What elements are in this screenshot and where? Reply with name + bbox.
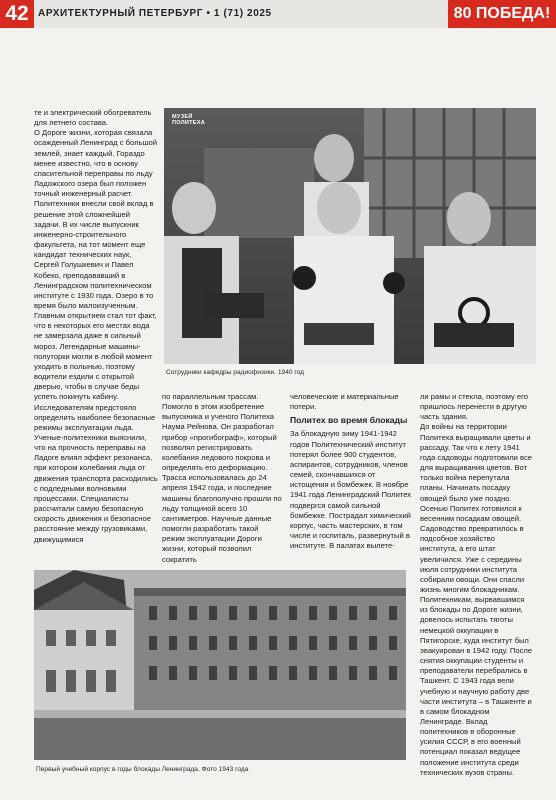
photo1-caption: Сотрудники кафедры радиофизики. 1940 год bbox=[166, 369, 304, 376]
article-column-2 bbox=[162, 392, 282, 565]
museum-logo-line1: МУЗЕЙ bbox=[172, 114, 193, 120]
photo-building-image bbox=[34, 570, 406, 760]
section-subheading: Политех во время блокады bbox=[290, 415, 408, 426]
section-badge: 80 ПОБЕДА! bbox=[448, 0, 556, 28]
page-number: 42 bbox=[0, 0, 34, 28]
paragraph: те и электрический обогреватель для летнего состава. bbox=[34, 108, 152, 128]
photo2-caption: Первый учебный корпус в годы блокады Ленинграда. Фото 1943 года bbox=[36, 766, 249, 773]
photo-first-building bbox=[34, 570, 406, 760]
paragraph: О Дороге жизни, которая связала осажденный Ленинград с большой землей, знает каждый. Гораздо менее известно, что в основу спасительной переправы по льду Ладожского озера был положен точный инженерный расчет. Политехники внесли свой вклад в решение этой сложнейшей задачи. В их числе выпускник инженерно-строительного факультета, на тот момент еще кандидат технических наук, Сергей Голушкевич и Павел Кобеко, преподававший в Ленинградском политехническом институте с 1930 года. Озеро в то время было малоизученным. Главным открытием стал тот факт, что в некоторых его местах вода не замерзала даже в сильный мороз. Легендарные машины-полуторки могли в любой момент уходить в полынью, поэтому водители ездили с открытой дверью, чтобы в случае беды успеть покинуть кабину. Исследователям предстояло определить наиболее безопасные режимы эксплуатации льда. Ученые-политехники выяснили, что на прочность переправы на Ладоге влиял эффект резонанса, при котором колебания льда от движения транспорта расходились с подледными волновыми процессами. Специалисты рассчитали самую безопасную скорость движения и безопасное расстояние между грузовиками, движущимися bbox=[34, 128, 158, 544]
paragraph: по параллельным трассам. Помогло в этом изобретение выпускника и ученого Политеха Наума Рейнова. Он разработал прибор «прогибограф», который позволял регистрировать колебания ледового покрова и определять его деформацию. Трасса использовалась до 24 апреля 1942 года, и последние машины благополучно прошли по льду толщиной всего 10 сантиметров. Научные данные помогли разработать такой режим эксплуатации Дороги жизни, который позволил сократить bbox=[162, 392, 282, 564]
paragraph: Осенью Политех готовился к весенним посадкам овощей. Садоводство превратилось в подсобное хозяйство института, а его штат увеличился. Уже с середины июля сотрудники института собирали овощи. Они спасли жизнь многим блокадникам. bbox=[420, 503, 525, 594]
paragraph: За блокадную зиму 1941-1942 годов Политехнический институт потерял более 900 студентов, аспирантов, сотрудников, членов семей, скончавшихся от истощения и бомбежек. В ноябре 1941 года Ленинградский Политех подвергся самой сильной бомбежке. Пострадал химический корпус, часть мастерских, в том числе и госпиталь, развернутый в институте. В палатах вылете- bbox=[290, 429, 412, 551]
article-column-1 bbox=[34, 108, 158, 545]
paragraph: Политехникам, вырвавшимся из блокады по Дороге жизни, довелось испытать тяготы немецкой оккупации в Пятигорске, куда институт был эвакуирован в 1942 году. После снятия оккупации студенты и преподаватели перебрались в Ташкент. С 1943 года вели учебную и научную работу две части института – в Ташкенте и в самом блокадном Ленинграде. Вклад политехников в оборонные усилия СССР, в его военный потенциал показал ведущее положение института среди технических вузов страны. bbox=[420, 595, 533, 777]
article-column-4 bbox=[420, 392, 534, 778]
museum-logo bbox=[172, 114, 205, 126]
paragraph: ли рамы и стекла, поэтому его пришлось перенести в другую часть здания. bbox=[420, 392, 528, 422]
page-header bbox=[0, 0, 556, 28]
photo-radiophysics-staff bbox=[164, 108, 536, 364]
article-column-3 bbox=[290, 392, 416, 551]
paragraph: человеческие и материальные потери. bbox=[290, 392, 399, 412]
paragraph: До войны на территории Политеха выращивали цветы и рассаду. Так что к лету 1941 года садоводы подготовили все для выращивания цветов. Вот только война перепутала планы. Начинать посадку овощей было уже поздно. bbox=[420, 422, 533, 503]
photo-radiophysics-image bbox=[164, 108, 536, 364]
magazine-title: АРХИТЕКТУРНЫЙ ПЕТЕРБУРГ • 1 (71) 2025 bbox=[38, 8, 272, 19]
museum-logo-line2: ПОЛИТЕХА bbox=[172, 120, 205, 126]
